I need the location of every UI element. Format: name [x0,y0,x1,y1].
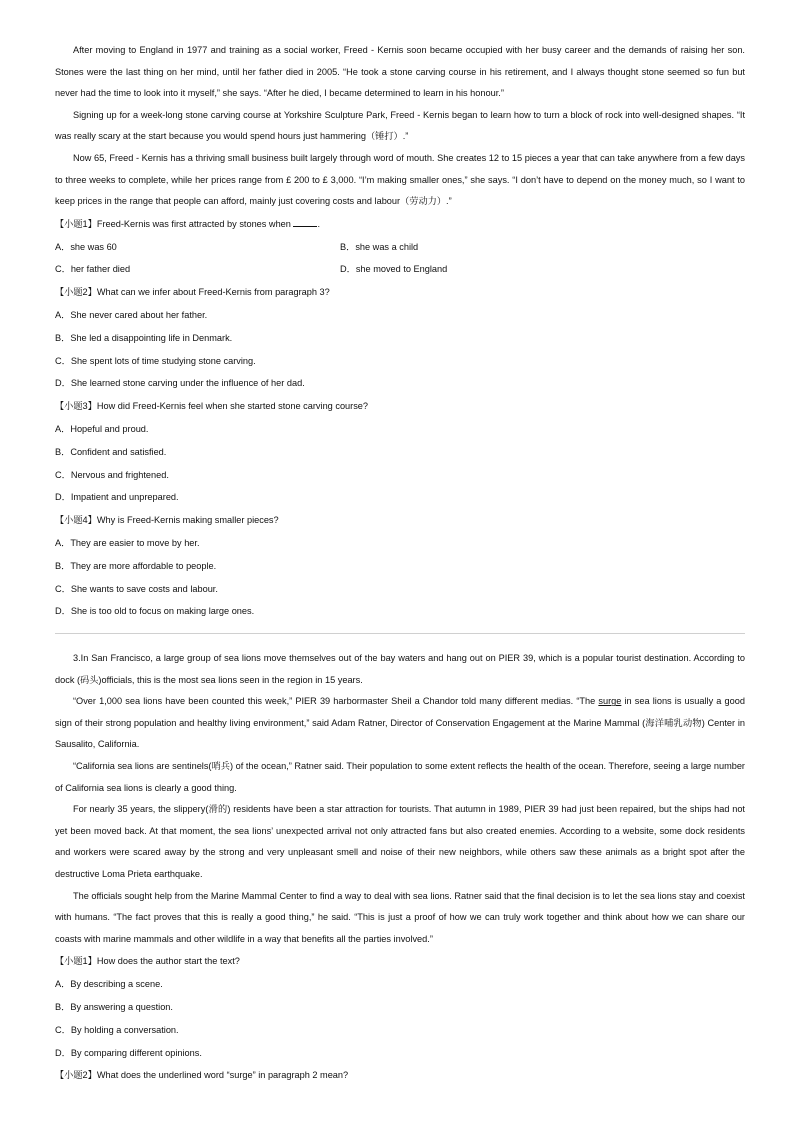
passage3-paragraph-2: “Over 1,000 sea lions have been counted this week,” PIER 39 harbormaster Sheil a Chandor told many different medias. “The surge in sea lions is usually a good sign of their strong population and healthy living environment,” said Adam Ratner, Director of Conservation Engagement at the Marine Mammal (海洋哺乳动物) Center in Sausalito, California. [55,696,745,750]
underlined-word-surge: surge [598,696,622,707]
passage3-question-2-stem: 【小题2】What does the underlined word “surge” in paragraph 2 mean? [55,1070,349,1081]
question-1-options-row-1 [55,236,745,259]
passage3-paragraph-5: The officials sought help from the Marine Mammal Center to find a way to deal with sea lions. Ratner said that the final decision is to let the sea lions stay and coexist with humans. “The fact proves that this is really a good thing,” he said. “This is just a proof of how we can truly work together and think about how we can share our coasts with marine mammals and other wildlife in a way that benefits all the parties involved.” [55,890,745,944]
answer-blank [293,218,317,227]
section-divider [55,633,745,634]
question-1-option-b: B．she was a child [340,241,419,252]
question-3-option-a: A．Hopeful and proud. [55,423,149,434]
question-1-option-a: A．she was 60 [55,241,117,252]
passage3-question-1-option-d: D．By comparing different opinions. [55,1047,202,1058]
question-2-option-d: D．She learned stone carving under the influence of her dad. [55,378,305,389]
passage3-paragraph-4: For nearly 35 years, the slippery(滑的) residents have been a star attraction for tourists. That autumn in 1989, PIER 39 had just been repaired, but the ships had not yet been moved back. At that moment, the sea lions’ unexpected arrival not only attracted fans but also created enemies. According to a website, some dock residents and workers were scared away by the strong and very unpleasant smell and noise of their new neighbors, while others saw these animals as a bright spot after the destructive Loma Prieta earthquake. [55,804,745,880]
question-4-option-a: A．They are easier to move by her. [55,537,200,548]
question-1-options-row-2 [55,258,745,281]
document-page [55,40,745,1087]
question-3-option-c: C．Nervous and frightened. [55,469,169,480]
question-2-stem: 【小题2】What can we infer about Freed-Kernis from paragraph 3? [55,287,330,298]
passage-paragraph-2: Signing up for a week-long stone carving course at Yorkshire Sculpture Park, Freed - Kernis began to learn how to turn a block of rock into well-designed shapes. “It was really scary at the start because you would spend hours just hammering（锤打）.” [55,109,745,142]
question-4-stem: 【小题4】Why is Freed-Kernis making smaller pieces? [55,515,279,526]
passage-paragraph-3: Now 65, Freed - Kernis has a thriving small business built largely through word of mouth. She creates 12 to 15 pieces a year that can take anywhere from a few days to three weeks to complete, while her prices range from £ 200 to £ 3,000. “I’m making smaller ones,” she says. “I don’t have to depend on the money much, so I want to keep prices in the range that people can afford, mainly just covering costs and labour（劳动力）.” [55,152,745,207]
passage3-question-1-option-b: B．By answering a question. [55,1002,173,1012]
question-4-option-c: C．She wants to save costs and labour. [55,583,218,594]
passage3-paragraph-3: “California sea lions are sentinels(哨兵) of the ocean,” Ratner said. Their population to some extent reflects the health of the ocean. Therefore, seeing a large number of California sea lions is clearly a good thing. [55,761,745,793]
passage3-question-1-option-c: C．By holding a conversation. [55,1024,179,1035]
question-1-option-c: C．her father died [55,264,131,275]
question-2-option-a: A．She never cared about her father. [55,309,208,320]
question-4-option-d: D．She is too old to focus on making large ones. [55,606,255,617]
passage3-paragraph-1: 3.In San Francisco, a large group of sea lions move themselves out of the bay waters and hang out on PIER 39, which is a popular tourist destination. According to dock (码头)officials, this is the most sea lions seen in the region in 15 years. [55,653,745,685]
question-1-option-d: D．she moved to England [340,264,448,275]
question-2-option-c: C．She spent lots of time studying stone carving. [55,355,256,366]
passage3-question-1-stem: 【小题1】How does the author start the text? [55,956,240,967]
passage3-question-1-option-a: A．By describing a scene. [55,979,163,990]
question-2-option-b: B．She led a disappointing life in Denmark. [55,332,233,343]
question-3-option-b: B．Confident and satisfied. [55,446,167,457]
question-3-stem: 【小题3】How did Freed-Kernis feel when she started stone carving course? [55,401,369,412]
question-3-option-d: D．Impatient and unprepared. [55,492,179,503]
question-1-stem: 【小题1】Freed-Kernis was first attracted by stones when . [55,218,321,229]
passage-paragraph-1: After moving to England in 1977 and training as a social worker, Freed - Kernis soon became occupied with her busy career and the demands of raising her son. Stones were the last thing on her mind, until her father died in 2005. “He took a stone carving course in his retirement, and I always thought stone seemed so fun but never had the time to look into it myself,” she says. “After he died, I became determined to learn in his honour.” [55,45,745,99]
question-4-option-b: B．They are more affordable to people. [55,560,217,571]
